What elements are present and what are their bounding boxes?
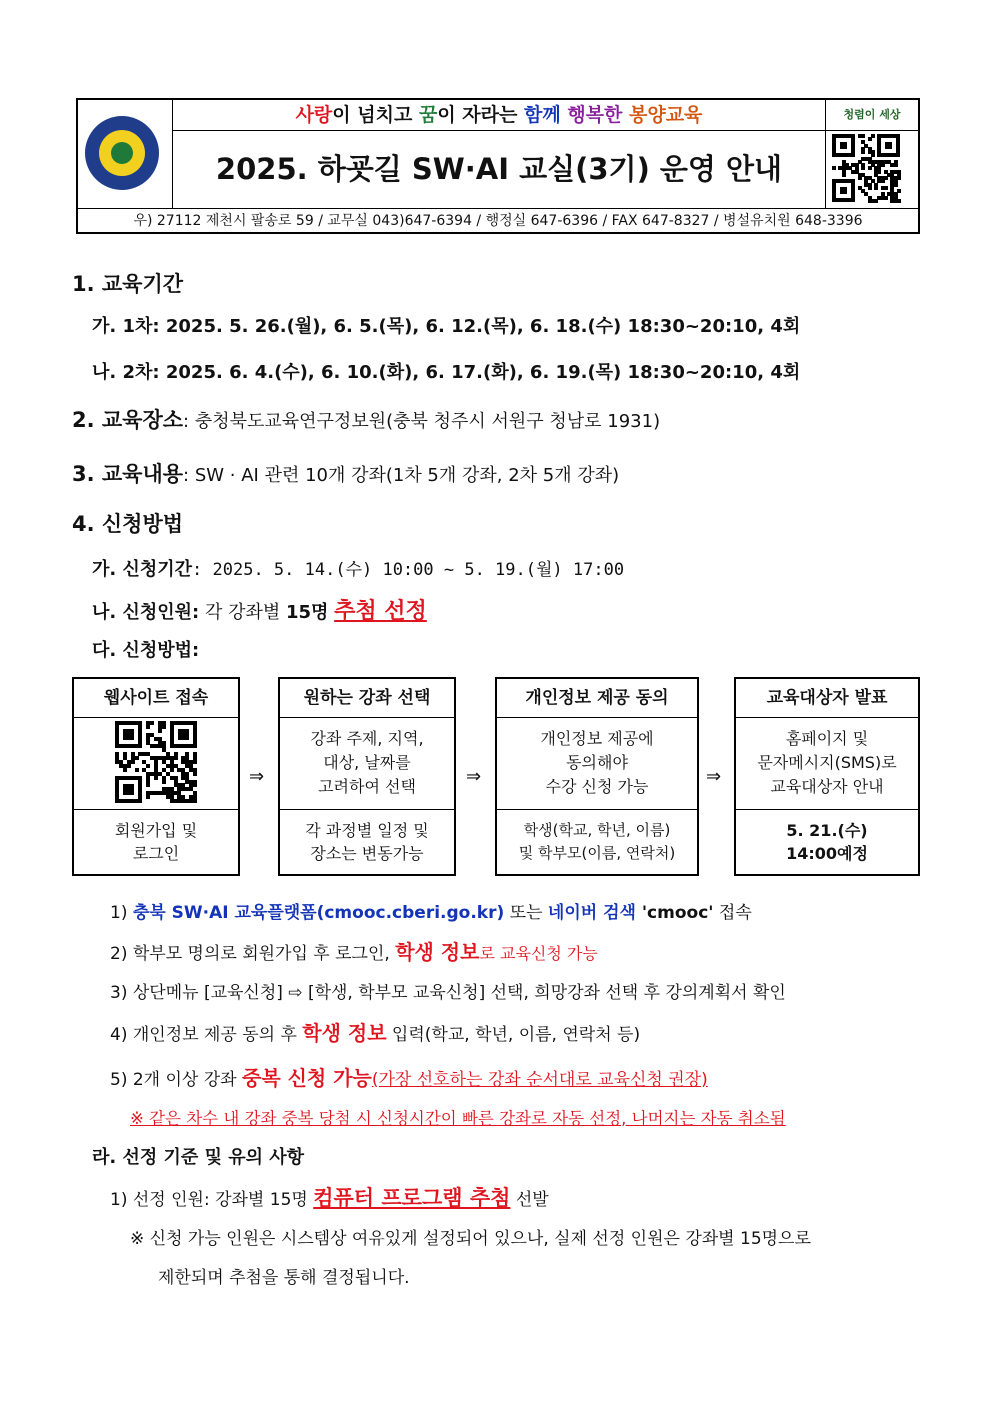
step-2 [110,936,598,965]
selection-note-2: 제한되며 추첨을 통해 결정됩니다. [158,1268,410,1288]
period-1: 가. 1차: 2025. 5. 26.(월), 6. 5.(목), 6. 12.(목), 6. 18.(수) 18:30~20:10, 4회 [92,316,801,337]
step-text: 2개 이상 강좌 [132,1070,242,1090]
step-4 [110,1017,640,1046]
apply-period-text: : 2025. 5. 14.(수) 10:00 ~ 5. 19.(월) 17:00 [192,560,625,580]
flow-step-head: 원하는 강좌 선택 [280,679,454,718]
slogan-part: 봉양교육 [629,104,703,126]
flow-step-select-course [278,677,456,876]
flow-step-body [74,717,238,810]
flow-arrow: ⇒ [706,766,722,787]
flow-step-body [497,717,697,810]
platform-link[interactable]: 충북 SW·AI 교육플랫폼(cmooc.cberi.go.kr) [132,903,505,923]
selection-note-1: ※ 신청 가능 인원은 시스템상 여유있게 설정되어 있으나, 실제 선정 인원은 강좌별 15명으로 [130,1229,811,1249]
selection-criteria-title: 라. 선정 기준 및 유의 사항 [92,1147,305,1168]
flow-step-website [72,677,240,876]
page-title: 2025. 하굣길 SW·AI 교실(3기) 운영 안내 [215,152,783,186]
step-number: 3) [110,983,128,1003]
section-3 [72,458,619,488]
duplicate-note: ※ 같은 차수 내 강좌 중복 당첨 시 신청시간이 빠른 강좌로 자동 선정, 나머지는 자동 취소됨 [130,1109,786,1128]
step-1 [110,898,752,923]
flow-step-foot [280,809,454,874]
student-info-emphasis: 학생 정보 [395,940,480,964]
qr-code-icon [832,134,910,202]
apply-quota-lottery: 추첨 선정 [334,599,427,624]
flow-step-foot-text: 각 과정별 일정 및 장소는 변동가능 [305,820,429,863]
apply-period-label: 가. 신청기간 [92,559,193,580]
section-2-text: : 충청북도교육연구정보원(충북 청주시 서원구 청남로 1931) [183,411,661,432]
student-info-emphasis: 학생 정보 [302,1021,387,1045]
step-text-red: (가장 선호하는 강좌 순서대로 교육신청 권장) [371,1070,708,1090]
naver-search-text: 네이버 검색 [547,903,636,923]
slogan-part: 행복한 [567,104,623,126]
step-text: 개인정보 제공 동의 후 [132,1025,303,1045]
duplicate-apply-emphasis: 중복 신청 가능 [242,1066,372,1090]
slogan-part: 사랑 [295,104,333,126]
flow-step-body-text: 홈페이지 및 문자메시지(SMS)로 교육대상자 안내 [757,729,897,796]
slogan-part: 꿈 [418,104,438,126]
flow-arrow: ⇒ [466,766,482,787]
flow-step-consent [495,677,699,876]
slogan-part: 함께 [523,104,561,126]
slogan [172,100,826,131]
step-number: 4) [110,1025,128,1045]
address-line: 우) 27112 제천시 팔송로 59 / 교무실 043)647-6394 / 행정실 647-6396 / FAX 647-8327 / 병설유치원 648-3396 [78,208,918,232]
flow-step-head: 개인정보 제공 동의 [497,679,697,718]
apply-quota-label: 나. 신청인원: [92,602,200,623]
step-text: 입력(학교, 학년, 이름, 연락처 등) [386,1025,641,1045]
flow-step-body-text: 강좌 주제, 지역, 대상, 날짜를 고려하여 선택 [310,729,424,796]
step-5 [110,1062,708,1091]
section-2-title: 2. 교육장소 [72,408,184,432]
section-3-text: : SW · AI 관련 10개 강좌(1차 5개 강좌, 2차 5개 강좌) [183,465,620,486]
school-logo-cell [78,100,173,208]
period-2: 나. 2차: 2025. 6. 4.(수), 6. 10.(화), 6. 17.(화), 6. 19.(목) 18:30~20:10, 4회 [92,362,801,383]
step-3 [110,978,786,1003]
step-number: 1) [110,903,128,923]
flow-step-head: 교육대상자 발표 [736,679,918,718]
flow-step-body [280,717,454,810]
apply-quota [92,594,427,625]
flow-arrow: ⇒ [249,766,265,787]
step-text: 접속 [713,903,752,923]
step-text-red: 로 교육신청 가능 [479,944,598,963]
qr-code-icon [115,721,197,805]
letterhead [76,98,920,234]
slogan-part: 이 자라는 [437,104,524,126]
apply-quota-text: 각 강좌별 [199,602,286,623]
flow-step-announcement [734,677,920,876]
section-1-title: 1. 교육기간 [72,272,184,296]
integrity-tag: 청렴이 세상 [826,100,918,131]
step-number: 1) [110,1190,128,1210]
selection-rule-1 [110,1182,549,1212]
qr-cell [825,100,918,208]
flow-step-foot [736,809,918,874]
step-text: 선정 인원: 강좌별 15명 [132,1190,314,1210]
flow-step-body-text: 개인정보 제공에 동의해야 수강 신청 가능 [540,729,654,796]
flow-step-foot-text: 학생(학교, 학년, 이름) 및 학부모(이름, 연락처) [518,820,676,862]
step-text: 학부모 명의로 회원가입 후 로그인, [132,944,396,964]
slogan-part [622,104,629,126]
flow-step-foot [497,809,697,874]
apply-quota-count: 15명 [285,602,329,623]
lottery-emphasis: 컴퓨터 프로그램 추첨 [313,1186,511,1210]
step-text: 또는 [504,903,548,923]
flow-step-foot [74,809,238,874]
flow-step-body [736,717,918,810]
slogan-part: 이 넘치고 [332,104,419,126]
step-text: 상단메뉴 [교육신청] ⇨ [학생, 학부모 교육신청] 선택, 희망강좌 선택 후 강의계획서 확인 [132,983,786,1003]
step-number: 2) [110,944,128,964]
flow-step-foot-text: 5. 21.(수) 14:00예정 [786,820,868,863]
step-text: 선발 [510,1190,549,1210]
section-2 [72,404,660,434]
search-keyword: 'cmooc' [635,903,714,923]
school-seal-icon [85,116,159,190]
flow-step-foot-text: 회원가입 및 로그인 [114,820,198,863]
step-number: 5) [110,1070,128,1090]
apply-method-label: 다. 신청방법: [92,640,200,661]
flow-step-head: 웹사이트 접속 [74,679,238,718]
apply-period [92,555,624,581]
section-3-title: 3. 교육내용 [72,462,184,486]
section-4-title: 4. 신청방법 [72,512,184,536]
